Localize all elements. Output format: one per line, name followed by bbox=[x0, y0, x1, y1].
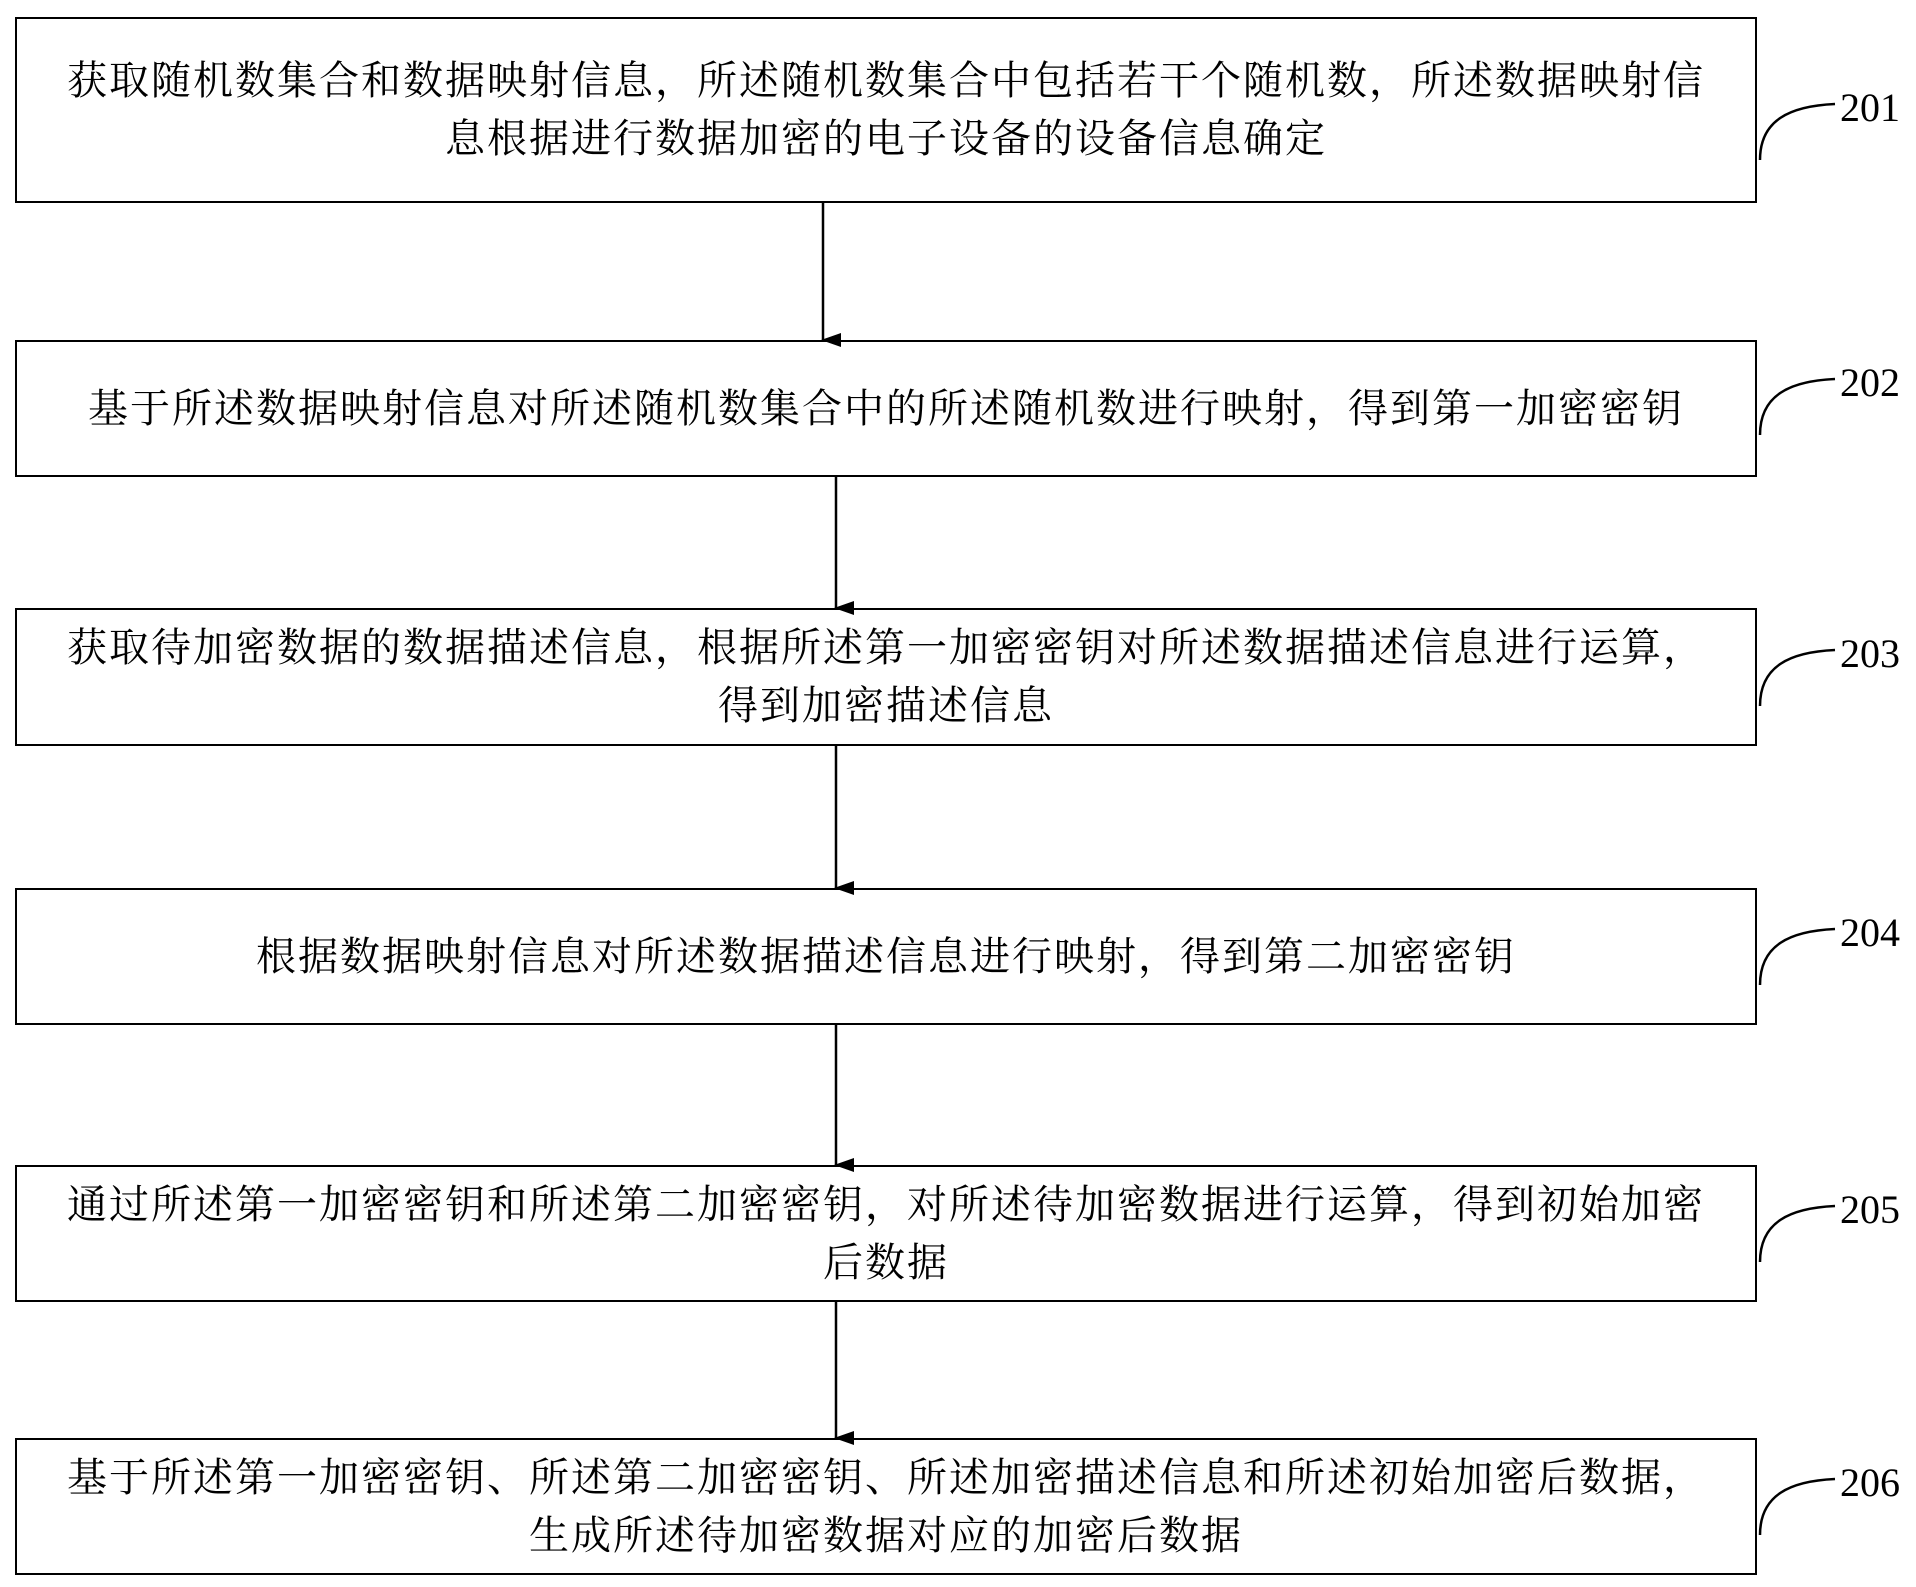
step-text-202: 基于所述数据映射信息对所述随机数集合中的所述随机数进行映射，得到第一加密密钥 bbox=[88, 385, 1684, 432]
step-text-204: 根据数据映射信息对所述数据描述信息进行映射，得到第二加密密钥 bbox=[256, 933, 1516, 980]
step-box-206 bbox=[15, 1438, 1757, 1575]
step-text-205: 通过所述第一加密密钥和所述第二加密密钥，对所述待加密数据进行运算，得到初始加密后数据 bbox=[67, 1181, 1705, 1286]
step-box-203 bbox=[15, 608, 1757, 746]
step-label-201: 201 bbox=[1840, 85, 1900, 130]
step-label-205: 205 bbox=[1840, 1187, 1900, 1232]
leader-curve-202 bbox=[1760, 379, 1835, 435]
leader-curve-205 bbox=[1760, 1206, 1835, 1262]
step-label-206: 206 bbox=[1840, 1460, 1900, 1505]
step-box-201 bbox=[15, 17, 1757, 203]
leader-curve-206 bbox=[1760, 1479, 1835, 1535]
step-text-203: 获取待加密数据的数据描述信息，根据所述第一加密密钥对所述数据描述信息进行运算，得到加密描述信息 bbox=[67, 625, 1705, 729]
step-box-205 bbox=[15, 1165, 1757, 1302]
step-label-202: 202 bbox=[1840, 360, 1900, 405]
leader-curve-201 bbox=[1760, 104, 1835, 160]
leader-curve-204 bbox=[1760, 929, 1835, 985]
step-label-203: 203 bbox=[1840, 631, 1900, 676]
step-box-202 bbox=[15, 340, 1757, 477]
step-label-204: 204 bbox=[1840, 910, 1900, 955]
step-box-204 bbox=[15, 888, 1757, 1025]
step-text-201: 获取随机数集合和数据映射信息，所述随机数集合中包括若干个随机数，所述数据映射信息根据进行数据加密的电子设备的设备信息确定 bbox=[67, 58, 1705, 162]
leader-curve-203 bbox=[1760, 650, 1835, 706]
step-text-206: 基于所述第一加密密钥、所述第二加密密钥、所述加密描述信息和所述初始加密后数据，生成所述待加密数据对应的加密后数据 bbox=[67, 1454, 1705, 1559]
